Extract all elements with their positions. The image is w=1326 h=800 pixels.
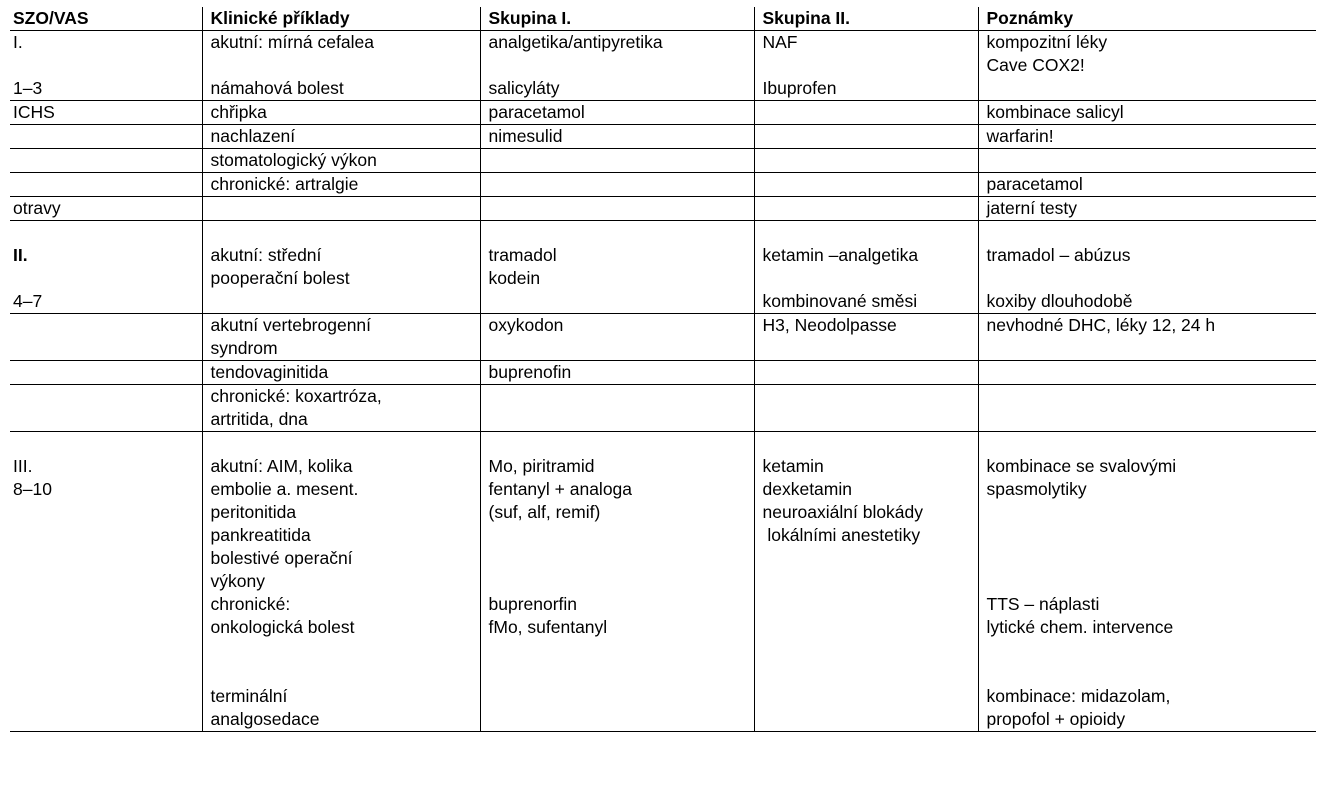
table-cell [754,31,978,101]
cell-line: embolie a. mesent. [210,479,359,499]
table-cell: paracetamol [480,101,754,125]
table-cell: warfarin! [978,125,1316,149]
vas-range: 1–3 [13,78,43,98]
table-cell [978,385,1316,432]
cell-line: kombinace: midazolam, [986,686,1171,706]
table-cell [10,173,202,197]
table-cell [202,385,480,432]
cell-line: koxiby dlouhodobě [986,291,1133,311]
analgesic-ladder-table [10,7,1316,732]
table-cell: nimesulid [480,125,754,149]
table-cell [202,432,480,732]
vas-range: 4–7 [13,291,43,311]
table-cell: ICHS [10,101,202,125]
table-cell [10,221,202,314]
table-cell: nachlazení [202,125,480,149]
table-cell [754,173,978,197]
cell-line: chronické: [210,594,291,614]
cell-line: pankreatitida [210,525,311,545]
cell-line: lytické chem. intervence [986,617,1174,637]
table-cell [480,385,754,432]
table-cell: stomatologický výkon [202,149,480,173]
table-cell: paracetamol [978,173,1316,197]
cell-line: onkologická bolest [210,617,355,637]
table-row [10,432,1316,732]
cell-line: propofol + opioidy [986,709,1126,729]
level-label: II. [13,245,28,265]
table-cell: tendovaginitida [202,361,480,385]
cell-line: TTS – náplasti [986,594,1100,614]
header-szo-vas: SZO/VAS [10,7,202,31]
table-cell [978,31,1316,101]
cell-line: Ibuprofen [762,78,837,98]
table-cell: nevhodné DHC, léky 12, 24 h [978,314,1316,361]
cell-line: tramadol [488,245,557,265]
cell-line: kombinované směsi [762,291,918,311]
table-cell [202,221,480,314]
cell-line: syndrom [210,338,278,358]
header-row [10,7,1316,31]
table-cell [202,31,480,101]
cell-line: fMo, sufentanyl [488,617,608,637]
table-cell: otravy [10,197,202,221]
level-label: III. [13,456,33,476]
table-cell [754,432,978,732]
cell-line: analgetika/antipyretika [488,32,663,52]
table-cell [978,432,1316,732]
cell-line: chronické: koxartróza, [210,386,382,406]
table-cell: chřipka [202,101,480,125]
table-row [10,149,1316,173]
header-clinical-examples: Klinické příklady [202,7,480,31]
table-row [10,101,1316,125]
cell-line: ketamin [762,456,824,476]
header-group-2: Skupina II. [754,7,978,31]
table-row [10,385,1316,432]
cell-line: námahová bolest [210,78,344,98]
cell-line: fentanyl + analoga [488,479,633,499]
table-cell [754,125,978,149]
table-cell [10,314,202,361]
cell-line [987,524,1317,547]
cell-line: akutní: AIM, kolika [210,456,353,476]
table-row [10,173,1316,197]
cell-line: dexketamin [762,479,852,499]
cell-line [987,639,1317,662]
table-row [10,221,1316,314]
table-cell [754,385,978,432]
table-cell [202,197,480,221]
table-cell [10,149,202,173]
cell-line: neuroaxiální blokády [762,502,924,522]
table-cell [754,361,978,385]
table-cell [480,221,754,314]
table-cell [754,149,978,173]
level-label: I. [13,32,23,52]
cell-line [211,662,480,685]
cell-line: lokálními anestetiky [762,525,921,545]
table-cell [754,197,978,221]
cell-line: salicyláty [488,78,560,98]
cell-line: Cave COX2! [986,55,1085,75]
cell-line: kodein [488,268,541,288]
table-cell [10,385,202,432]
table-cell: chronické: artralgie [202,173,480,197]
cell-line: Mo, piritramid [488,456,595,476]
table-cell [202,314,480,361]
table-cell: kombinace salicyl [978,101,1316,125]
cell-line: peritonitida [210,502,297,522]
table-row [10,31,1316,101]
cell-line: bolestivé operační [210,548,353,568]
header-notes: Poznámky [978,7,1316,31]
cell-line: pooperační bolest [210,268,350,288]
cell-line: výkony [210,571,265,591]
cell-line: artritida, dna [210,409,308,429]
cell-line [987,501,1317,524]
cell-line [987,662,1317,685]
table-cell [480,149,754,173]
cell-line: (suf, alf, remif) [488,502,601,522]
table-cell [978,149,1316,173]
table-cell [480,197,754,221]
table-cell [480,31,754,101]
cell-line [489,524,754,547]
header-group-1: Skupina I. [480,7,754,31]
cell-line: buprenorfin [488,594,578,614]
table-cell: buprenofin [480,361,754,385]
table-cell [480,432,754,732]
cell-line [987,570,1317,593]
table-cell [754,221,978,314]
cell-line [987,547,1317,570]
cell-line [211,639,480,662]
table-cell [10,125,202,149]
cell-line: kompozitní léky [986,32,1108,52]
cell-line: terminální [210,686,288,706]
cell-line: NAF [762,32,798,52]
vas-range: 8–10 [13,479,52,499]
table-cell [10,361,202,385]
table-cell: H3, Neodolpasse [754,314,978,361]
table-row [10,361,1316,385]
cell-line: spasmolytiky [986,479,1087,499]
table-cell [480,173,754,197]
table-row [10,197,1316,221]
table-row [10,314,1316,361]
table-cell [754,101,978,125]
cell-line: akutní: mírná cefalea [210,32,374,52]
table-cell [978,361,1316,385]
cell-line: akutní: střední [210,245,322,265]
cell-line: analgosedace [210,709,320,729]
cell-line [489,570,754,593]
table-row [10,125,1316,149]
table-cell [10,31,202,101]
table-cell: oxykodon [480,314,754,361]
cell-line: ketamin –analgetika [762,245,919,265]
table-cell [978,221,1316,314]
table-cell [10,432,202,732]
cell-line: akutní vertebrogenní [210,315,372,335]
table-cell: jaterní testy [978,197,1316,221]
cell-line: kombinace se svalovými [986,456,1177,476]
cell-line [489,547,754,570]
cell-line: tramadol – abúzus [986,245,1131,265]
